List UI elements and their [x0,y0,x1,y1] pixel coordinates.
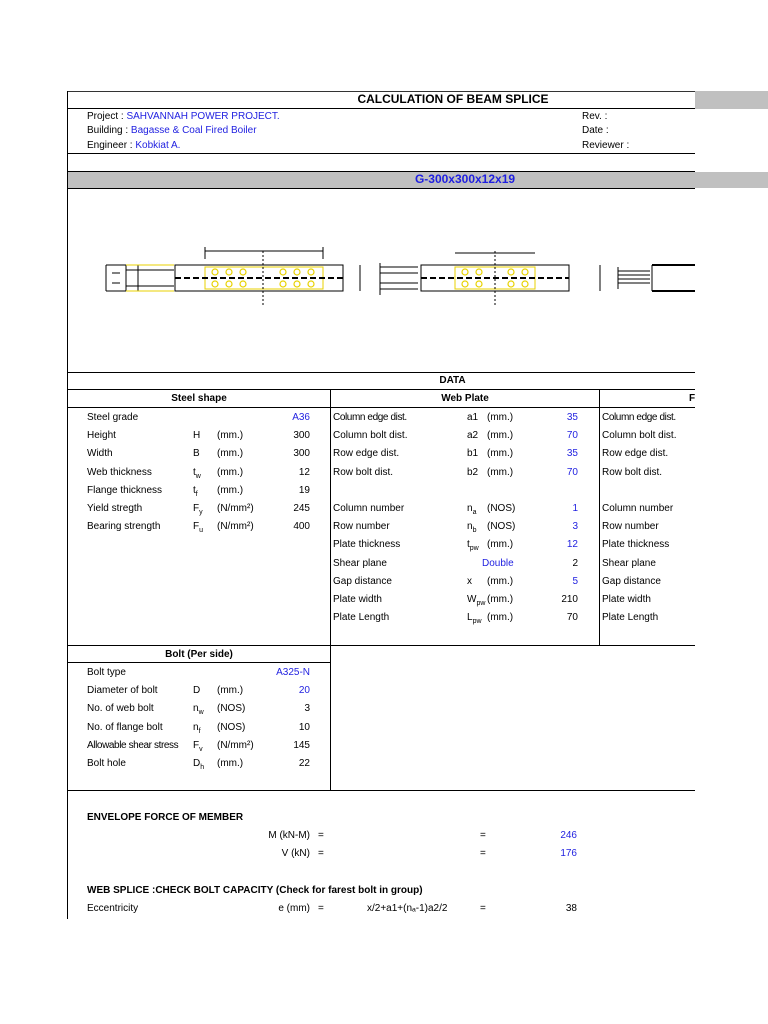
envelope-row-eq1: = [318,848,324,859]
web-plate-row-unit: (mm.) [487,412,514,423]
title-bottom-rule [67,108,695,109]
bolt-row-unit: (mm.) [217,758,244,769]
steel-row-label: Web thickness [87,466,152,478]
bolt-row-value: A325-N [276,667,310,678]
envelope-row-value: 246 [560,830,577,841]
envelope-row-value: 176 [560,848,577,859]
col-divider-2 [599,389,600,645]
flange-plate-row-label: Column edge dist. [602,412,676,423]
steel-row-symbol-subscript: f [195,490,198,498]
bolt-row-symbol-subscript: v [199,745,203,753]
web-plate-row-symbol: b1 [467,448,479,460]
eccentricity-formula: x/2+a1+(nₐ-1)a2/2 [367,903,448,914]
web-plate-row-symbol: $n_b$ [467,521,477,535]
eccentricity-eq2: = [480,903,486,914]
steel-row-value: 19 [298,484,310,496]
flange-plate-row-label: Plate width [602,594,651,605]
steel-row-value: 300 [293,448,310,460]
steel-row-symbol: $F_y$ [193,503,203,516]
building-value: Bagasse & Coal Fired Boiler [130,125,257,136]
engineer-label: Engineer : [87,140,133,151]
web-plate-row-value: 70 [566,466,578,478]
data-title-rule [67,389,695,390]
drawing-2 [360,251,569,305]
project-label: Project : [87,111,124,122]
eccentricity-eq1: = [318,903,324,914]
page-title: CALCULATION OF BEAM SPLICE [357,92,549,106]
reviewer-label: Reviewer : [582,140,630,151]
steel-row-unit: (mm.) [217,466,244,478]
web-plate-row-value: 12 [566,539,578,551]
engineer-row [87,140,180,151]
steel-row-value: A36 [292,412,310,423]
bolt-row-value: 3 [304,703,310,715]
bolt-row-symbol: $F_v$ [193,739,203,753]
steel-row-value: 400 [293,521,310,533]
steel-row-value: 12 [298,466,310,478]
data-bottom-rule [67,645,695,646]
web-plate-row-label: Plate Length [333,612,390,624]
flange-plate-row-label: Column number [602,503,674,514]
web-plate-row-value: 70 [566,430,578,442]
steel-row-unit: (N/mm²) [217,503,254,514]
section-bottom-rule [67,188,695,189]
web-plate-row-symbol-subscript: a [472,509,477,516]
web-plate-title: Web Plate [441,393,489,404]
bolt-row-symbol: $D_h$ [193,758,205,771]
flange-plate-row-label: Row bolt dist. [602,466,663,478]
bolt-row-label: Bolt type [87,667,126,678]
bolt-row-symbol-subscript: f [198,727,201,735]
web-plate-row-symbol-subscript: pw [472,618,482,626]
steel-row-unit: (mm.) [217,430,244,442]
drawing-3 [600,265,695,291]
web-plate-row-symbol: $W_{pw}$ [467,594,486,607]
steel-row-unit: (N/mm²) [217,521,254,533]
web-plate-row-symbol-subscript: pw [469,545,479,553]
steel-row-unit: (mm.) [217,484,244,496]
envelope-title: ENVELOPE FORCE OF MEMBER [87,812,244,823]
steel-row-label: Width [87,448,113,460]
eccentricity-symbol: e (mm) [278,903,310,914]
web-plate-row-symbol-subscript: pw [476,600,486,607]
envelope-row-eq1: = [318,830,324,841]
web-plate-row-label: Column edge dist. [333,412,407,423]
web-plate-row-label: Row bolt dist. [333,466,394,478]
web-plate-row-label: Plate thickness [333,539,401,551]
web-plate-row-label: Column bolt dist. [333,430,408,442]
steel-shape-title: Steel shape [171,393,227,404]
steel-row-symbol: H [193,430,201,442]
web-plate-row-unit: (NOS) [487,503,516,514]
building-row [87,125,257,136]
bolt-row-value: 145 [293,739,310,751]
envelope-row-eq2: = [480,830,486,841]
steel-row-value: 300 [293,430,310,442]
web-plate-row-unit: (mm.) [487,466,514,478]
bolt-row-value: 22 [298,758,310,769]
col-divider-1 [330,389,331,790]
drawing-bottom-rule [67,372,695,373]
bolt-row-unit: (mm.) [217,685,244,697]
bolt-title: Bolt (Per side) [165,649,233,660]
steel-row-symbol: $t_f$ [193,484,198,498]
web-plate-row-value: 210 [561,594,578,605]
header-bottom-rule [67,153,695,154]
engineer-value: Kobkiat A. [135,140,181,151]
envelope-row-eq2: = [480,848,486,859]
rev-label: Rev. : [582,111,608,122]
web-plate-row-value: 5 [572,575,578,587]
steel-row-symbol-subscript: y [199,509,203,516]
web-plate-row-label: Row number [333,521,390,533]
web-plate-row-symbol: a1 [467,412,479,423]
section-name: G-300x300x12x19 [414,172,516,186]
web-plate-row-value: 3 [572,521,578,533]
web-plate-row-unit: Double [482,557,514,569]
web-plate-row-unit: (mm.) [487,594,514,605]
steel-row-symbol: $F_u$ [193,521,204,535]
bolt-row-label: Allowable shear stress [87,739,179,751]
group-title-rule [67,407,695,408]
steel-row-label: Bearing strength [87,521,161,533]
bolt-row-unit: (NOS) [217,721,246,733]
web-plate-row-symbol-subscript: b [472,527,477,535]
steel-row-symbol-subscript: w [195,472,201,480]
web-plate-row-unit: (mm.) [487,430,514,442]
flange-plate-row-label: Plate thickness [602,539,670,551]
web-plate-row-unit: (mm.) [487,612,514,624]
web-plate-row-label: Gap distance [333,575,392,587]
steel-row-symbol: $t_w$ [193,466,201,480]
flange-plate-row-label: Row number [602,521,659,533]
steel-row-label: Flange thickness [87,484,163,496]
web-plate-row-label: Row edge dist. [333,448,400,460]
bolt-row-symbol-subscript: w [198,709,204,717]
web-plate-row-label: Plate width [333,594,382,605]
web-plate-row-symbol: b2 [467,466,479,478]
flange-plate-row-label: Gap distance [602,575,661,587]
splice-drawings [98,245,698,315]
bolt-row-label: Diameter of bolt [87,685,158,697]
bolt-row-label: No. of flange bolt [87,721,163,733]
bolt-row-symbol-subscript: h [200,764,205,771]
steel-row-symbol: B [193,448,200,460]
web-plate-row-value: 35 [566,448,578,460]
bolt-row-value: 20 [298,685,310,697]
bolt-row-value: 10 [298,721,310,733]
eccentricity-label: Eccentricity [87,903,139,914]
web-plate-row-symbol: $L_{pw}$ [467,612,482,626]
web-plate-row-value: 70 [566,612,578,624]
flange-plate-row-label: Shear plane [602,557,656,569]
date-label: Date : [582,125,609,136]
web-plate-row-label: Shear plane [333,557,387,569]
steel-row-label: Height [87,430,116,442]
web-plate-row-symbol: $n_a$ [467,503,477,516]
drawing-1 [106,247,343,305]
web-plate-row-symbol: a2 [467,430,479,442]
eccentricity-value: 38 [565,903,577,914]
web-plate-row-value: 1 [572,503,578,514]
web-plate-row-symbol: $t_{pw}$ [467,539,479,553]
project-row [87,111,280,122]
flange-plate-title: F [689,393,696,404]
bolt-row-label: No. of web bolt [87,703,154,715]
steel-row-label: Yield stregth [87,503,143,514]
envelope-row-label: V (kN) [281,848,310,859]
steel-row-label: Steel grade [87,412,139,423]
web-plate-row-value: 2 [572,557,578,569]
steel-row-symbol-subscript: u [199,527,204,535]
web-plate-row-value: 35 [566,412,578,423]
web-plate-row-unit: (mm.) [487,448,514,460]
web-plate-row-unit: (mm.) [487,575,514,587]
bolt-title-rule [67,662,330,663]
flange-plate-row-label: Plate Length [602,612,659,624]
bolt-bottom-rule [67,790,695,791]
title-band-right [695,91,768,109]
envelope-row-label: M (kN-M) [268,830,310,841]
bolt-row-unit: (NOS) [217,703,246,715]
web-plate-row-symbol: x [467,575,472,587]
bolt-row-label: Bolt hole [87,758,126,769]
web-splice-title: WEB SPLICE :CHECK BOLT CAPACITY (Check for farest bolt in group) [87,885,423,896]
project-value: SAHVANNAH POWER PROJECT. [126,111,280,122]
steel-row-value: 245 [293,503,310,514]
bolt-row-symbol: $n_f$ [193,721,201,735]
web-plate-row-label: Column number [333,503,405,514]
building-label: Building : [87,125,129,136]
bolt-row-symbol: D [193,685,201,697]
web-plate-row-unit: (mm.) [487,539,514,551]
steel-row-unit: (mm.) [217,448,244,460]
data-title: DATA [439,375,466,386]
flange-plate-row-label: Column bolt dist. [602,430,677,442]
flange-plate-row-label: Row edge dist. [602,448,669,460]
left-border [67,91,68,919]
bolt-row-symbol: $n_w$ [193,703,204,717]
web-plate-row-unit: (NOS) [487,521,516,533]
bolt-row-unit: (N/mm²) [217,739,254,751]
